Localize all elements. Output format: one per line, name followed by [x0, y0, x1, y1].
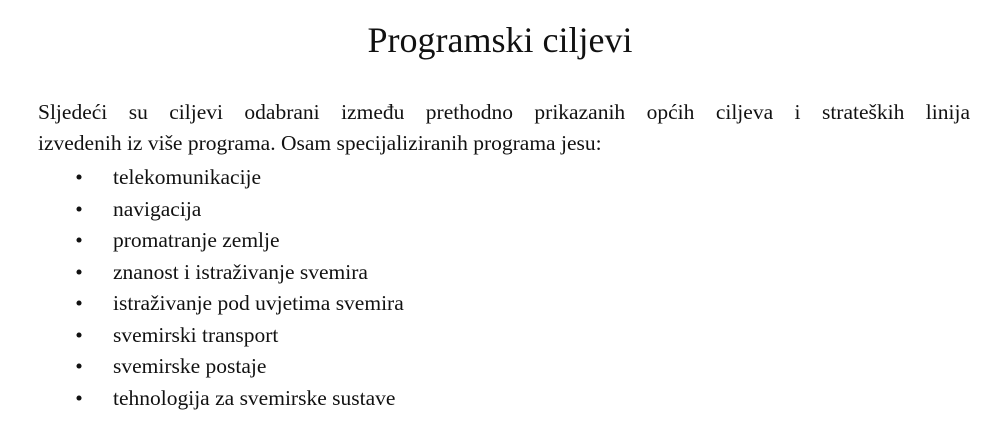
list-item-text: istraživanje pod uvjetima svemira — [113, 291, 404, 315]
list-item-text: promatranje zemlje — [113, 228, 280, 252]
bullet-icon: • — [75, 354, 83, 378]
bullet-icon: • — [75, 259, 83, 284]
bullet-icon: • — [75, 165, 83, 189]
intro-paragraph — [38, 97, 970, 159]
intro-line-1: Sljedeći su ciljevi odabrani između prethodno prikazanih općih ciljeva i strateških linija — [38, 100, 970, 124]
bullet-icon: • — [75, 291, 83, 315]
bullet-icon: • — [75, 322, 83, 347]
list-item-text: tehnologija za svemirske sustave — [113, 385, 396, 410]
page-title: Programski ciljevi — [367, 20, 633, 60]
list-item-text: svemirske postaje — [113, 354, 267, 378]
bullet-icon: • — [75, 228, 83, 252]
bullet-icon: • — [75, 385, 83, 410]
intro-line-2: izvedenih iz više programa. Osam specijaliziranih programa jesu: — [38, 131, 602, 155]
list-item-text: svemirski transport — [113, 322, 279, 347]
bullet-icon: • — [75, 196, 83, 221]
list-item-text: telekomunikacije — [113, 165, 262, 189]
list-item-text: navigacija — [113, 196, 202, 221]
list-item-text: znanost i istraživanje svemira — [113, 259, 368, 284]
